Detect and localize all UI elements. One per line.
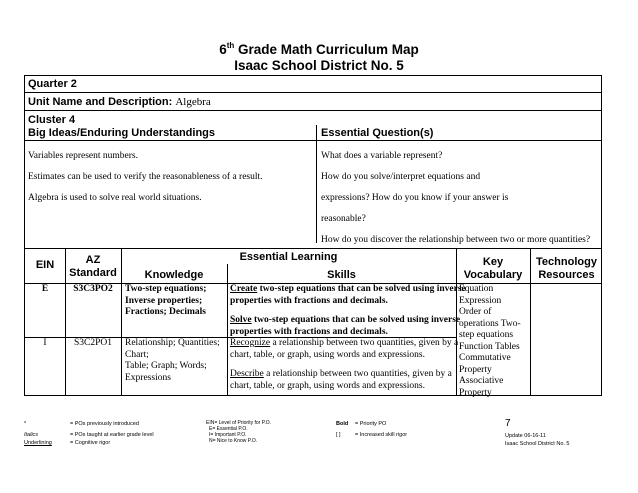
essential-question-line: How do you discover the relationship between two or more quantities? xyxy=(321,235,591,245)
essential-question-line: What does a variable represent? xyxy=(321,151,443,161)
divider xyxy=(25,140,601,141)
legend-text: = Increased skill rigor xyxy=(355,432,408,438)
divider xyxy=(25,248,601,249)
legend-text: = POs taught at earlier grade level xyxy=(70,432,154,438)
ein-value: I xyxy=(43,338,47,348)
legend-symbol: Italics xyxy=(24,432,39,438)
az-header-standard: Standard xyxy=(69,267,117,279)
divider xyxy=(25,110,601,111)
skill-item: Create two-step equations that can be solved using inverse properties with fractions and decimals. xyxy=(230,284,466,306)
vocabulary-list: Equation Expression Order of operations Two- step equations Function Tables Commutative Property Associative Property xyxy=(459,284,521,398)
essential-question-line: How do you solve/interpret equations and xyxy=(321,172,481,182)
unit-row xyxy=(28,96,211,109)
divider xyxy=(25,92,601,93)
standard-value: S3C2PO1 xyxy=(73,338,112,348)
curriculum-map-frame xyxy=(24,75,602,396)
legend-text: = Cognitive rigor xyxy=(70,440,111,446)
skill-item: Recognize a relationship between two quantities, given by a chart, table, or graph, using words and expressions. xyxy=(230,338,459,360)
key-header: Key xyxy=(482,256,504,268)
big-idea-item: Estimates can be used to verify the reasonableness of a result. xyxy=(28,172,263,182)
legend-text: = POs previously introduced xyxy=(70,421,139,427)
legend-symbol: Underlining xyxy=(24,440,52,446)
essential-learning-header: Essential Learning xyxy=(239,251,338,263)
ein-value: E xyxy=(41,284,49,294)
knowledge-cell: Relationship; Quantities; Chart; Table; Graph; Words; Expressions xyxy=(125,338,220,383)
technology-header: Technology xyxy=(536,256,597,268)
skill-item: Solve two-step equations that can be solved using inverse properties with fractions and decimals. xyxy=(230,315,461,337)
standard-value: S3C3PO2 xyxy=(73,284,113,294)
unit-value: Algebra xyxy=(175,96,211,108)
big-ideas-heading: Big Ideas/Enduring Understandings xyxy=(28,127,216,139)
unit-label: Unit Name and Description: xyxy=(28,96,173,108)
page-title: 6th Grade Math Curriculum Map xyxy=(219,41,419,57)
big-idea-item: Algebra is used to solve real world situations. xyxy=(28,193,202,203)
legend-symbol: Bold xyxy=(336,421,349,427)
footer-district: Isaac School District No. 5 xyxy=(505,441,570,447)
resources-header: Resources xyxy=(538,269,595,281)
ein-legend: EIN= Level of Priority for P.O. E= Essential P.O. I= Important P.O. N= Nice to Know P.O. xyxy=(206,420,272,444)
skills-header: Skills xyxy=(327,269,356,281)
knowledge-header: Knowledge xyxy=(144,269,204,281)
essential-question-line: reasonable? xyxy=(321,214,366,224)
legend-text: = Priority PO xyxy=(355,421,387,427)
district-title: Isaac School District No. 5 xyxy=(234,58,404,73)
divider xyxy=(316,125,317,243)
big-idea-item: Variables represent numbers. xyxy=(28,151,139,161)
az-header: AZ xyxy=(85,254,101,266)
essential-question-line: expressions? How do you know if your answer is xyxy=(321,193,509,203)
page-number: 7 xyxy=(505,418,511,429)
skill-item: Describe a relationship between two quantities, given by a chart, table, or graph, using words and expressions. xyxy=(230,369,452,391)
essential-questions-heading: Essential Question(s) xyxy=(321,127,434,139)
cluster-label: Cluster 4 xyxy=(28,114,76,126)
knowledge-cell: Two-step equations; Inverse properties; Fractions; Decimals xyxy=(125,284,207,317)
quarter-label: Quarter 2 xyxy=(28,78,77,90)
legend-symbol: [ ] xyxy=(336,432,341,438)
update-date: Update 06-16-11 xyxy=(505,433,546,439)
legend-symbol: * xyxy=(24,421,27,427)
ein-header: EIN xyxy=(35,259,55,271)
vocabulary-header: Vocabulary xyxy=(463,269,523,281)
